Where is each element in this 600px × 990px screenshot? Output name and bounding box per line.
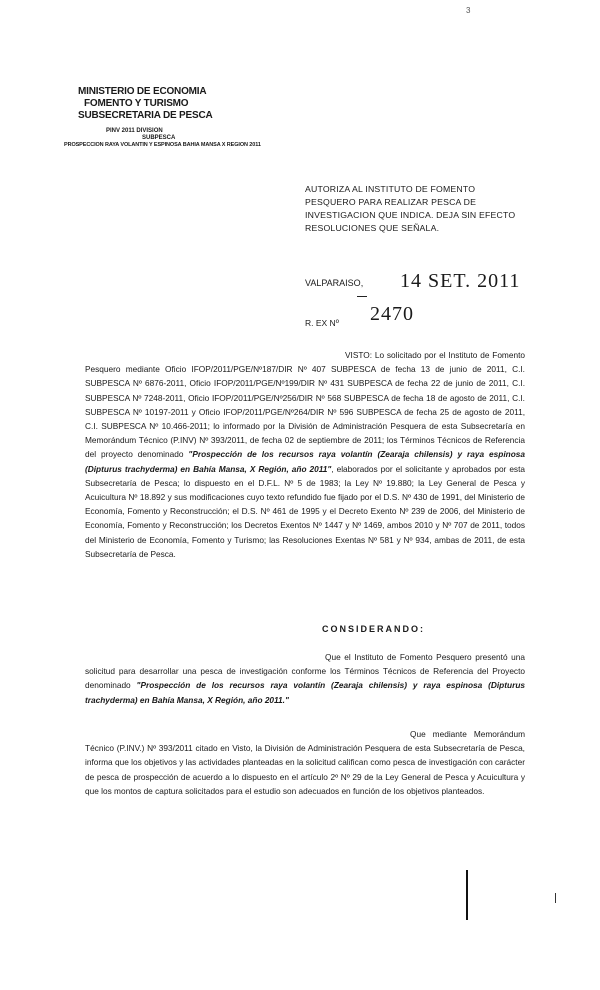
header-ministry: MINISTERIO DE ECONOMIA xyxy=(78,86,207,97)
rex-number: 2470 xyxy=(370,303,414,325)
page-number-mark: 3 xyxy=(466,6,471,15)
stamp-line-1: PINV 2011 DIVISION xyxy=(106,128,163,134)
header-subsecretaria: SUBSECRETARIA DE PESCA xyxy=(78,110,213,121)
visto-project-title: "Prospección de los recursos raya volantín (Zearaja chilensis) y raya espinosa (Dipturus trachyderma) en Bahía Mansa, X Región, año 2011" xyxy=(85,449,525,474)
stamp-line-2: SUBPESCA xyxy=(142,135,176,141)
division-stamp xyxy=(64,128,261,149)
header-fomento: FOMENTO Y TURISMO xyxy=(84,98,189,109)
ministry-header xyxy=(78,86,213,122)
resolution-date: 14 SET. 2011 xyxy=(400,270,521,292)
considerando-paragraph-1 xyxy=(85,650,525,707)
margin-mark xyxy=(555,893,556,903)
para1-text-1: Que el Instituto de Fomento Pesquero presentó una solicitud para desarrollar una pesca de investigación conforme los Términos Técnicos de Referencia del Proyecto denominado xyxy=(85,652,525,691)
visto-text-2: , elaborados por el solicitante y aprobados por esta Subsecretaría de Pesca; lo dispuesto en el D.F.L. Nº 5 de 1983; la Ley Nº 19.880; la Ley General de Pesca y Acuicultura Nº 18.892 y sus modificaciones cuyo texto refundido fue fijado por el D.S. Nº 430 de 1991, del Ministerio de Economía, Fomento y Reconstrucción; el D.S. Nº 461 de 1995 y el Decreto Exento Nº 239 de 2006, del Ministerio de Economía, Fomento y Reconstrucción; los Decretos Exentos Nº 1447 y Nº 1469, ambos 2010 y Nº 707 de 2011, todos del Ministerio de Economía, Fomento y Turismo; las Resoluciones Exentas Nº 581 y Nº 934, ambas de 2011, de esta Subsecretaría de Pesca. xyxy=(85,463,525,559)
signature-mark xyxy=(466,870,468,920)
para1-project-title: "Prospección de los recursos raya volantín (Zearaja chilensis) y raya espinosa (Dipturus trachyderma) en Bahía Mansa, X Región, año 2011." xyxy=(85,680,525,705)
considerando-paragraph-2: Que mediante Memorándum Técnico (P.INV.) Nº 393/2011 citado en Visto, la División de Administración Pesquera de esta Subsecretaría de Pesca, informa que los objetivos y las actividades planteadas en la solicitud califican como pesca de investigación con carácter de pesca de prospección de acuerdo a lo dispuesto en el artículo 2º Nº 29 de la Ley General de Pesca y Acuicultura y que los montos de captura solicitados para el estudio son adecuados en función de los objetivos planteados. xyxy=(85,729,525,796)
place-label: VALPARAISO, xyxy=(305,278,364,288)
visto-paragraph xyxy=(85,348,525,561)
resolution-subject: AUTORIZA AL INSTITUTO DE FOMENTO PESQUERO PARA REALIZAR PESCA DE INVESTIGACION QUE INDICA. DEJA SIN EFECTO RESOLUCIONES QUE SEÑALA. xyxy=(305,184,516,233)
rex-label: R. EX Nº xyxy=(305,318,339,328)
stamp-line-3: PROSPECCION RAYA VOLANTIN Y ESPINOSA BAHIA MANSA X REGION 2011 xyxy=(64,142,261,148)
considerando-heading: CONSIDERANDO: xyxy=(322,624,426,634)
mark-dash xyxy=(357,296,367,297)
visto-text-1: VISTO: Lo solicitado por el Instituto de Fomento Pesquero mediante Oficio IFOP/2011/PGE/Nº187/DIR Nº 407 SUBPESCA de fecha 13 de junio de 2011, C.I. SUBPESCA Nº 6876-2011, Oficio IFOP/2011/PGE/Nº199/DIR Nº 431 SUBPESCA de fecha 22 de junio de 2011, C.I. SUBPESCA Nº 7248-2011, Oficio IFOP/2011/PGE/Nº256/DIR Nº 568 SUBPESCA de fecha 18 de agosto de 2011, C.I. SUBPESCA Nº 10197-2011 y Oficio IFOP/2011/PGE/Nº264/DIR Nº 596 SUBPESCA de fecha 25 de agosto de 2011, C.I. SUBPESCA Nº 10.466-2011; lo informado por la División de Administración Pesquera de esta Subsecretaría en Memorándum Técnico (P.INV) Nº 393/2011, de fecha 02 de septiembre de 2011; los Términos Técnicos de Referencia del proyecto denominado xyxy=(85,350,525,460)
